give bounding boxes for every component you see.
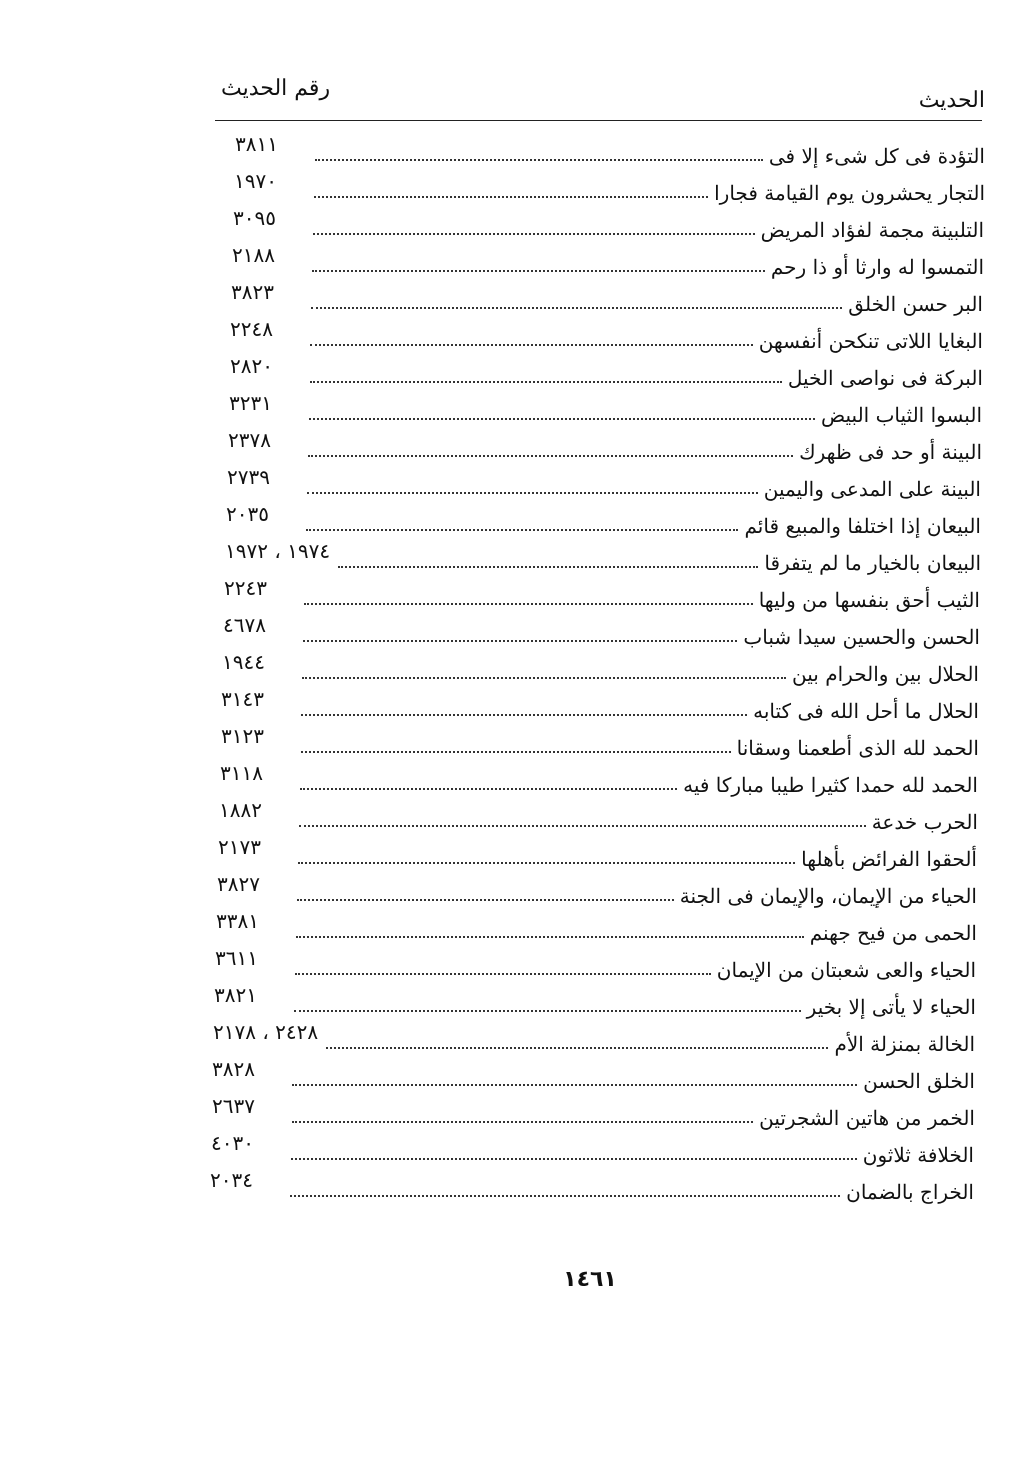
hadith-number: ٣٦١١	[215, 946, 258, 970]
dot-leader	[309, 418, 815, 420]
dot-leader	[292, 1121, 753, 1123]
index-entry	[195, 204, 995, 241]
index-entry	[195, 611, 995, 648]
dot-leader	[303, 640, 737, 642]
hadith-text: البر حسن الخلق	[848, 292, 983, 316]
hadith-number: ٢٠٣٥	[226, 502, 269, 526]
index-entry	[195, 1092, 995, 1129]
hadith-number: ٣١١٨	[220, 761, 263, 785]
header-hadith-number-label: رقم الحديث	[221, 76, 331, 101]
hadith-text: الحياء لا يأتى إلا بخير	[806, 995, 976, 1019]
page-header	[215, 72, 985, 117]
header-hadith-label: الحديث	[918, 88, 985, 113]
dot-leader	[314, 196, 708, 198]
hadith-text: الحمى من فيح جهنم	[809, 921, 977, 945]
dot-leader	[294, 1010, 801, 1012]
hadith-text: التجار يحشرون يوم القيامة فجارا	[714, 181, 985, 205]
index-entry	[195, 463, 995, 500]
hadith-number: ٣٨٢١	[214, 983, 257, 1007]
dot-leader	[311, 307, 842, 309]
dot-leader	[291, 1158, 857, 1160]
hadith-number: ٢٦٣٧	[212, 1094, 255, 1118]
dot-leader	[313, 233, 755, 235]
hadith-text: الخالة بمنزلة الأم	[834, 1032, 975, 1056]
hadith-text: الحرب خدعة	[871, 810, 978, 834]
hadith-text: التمسوا له وارثا أو ذا رحم	[770, 255, 984, 279]
dot-leader	[299, 825, 866, 827]
hadith-number: ٣٨١١	[235, 132, 278, 156]
index-entry	[195, 130, 995, 167]
dot-leader	[307, 492, 758, 494]
hadith-text: الثيب أحق بنفسها من وليها	[758, 588, 980, 612]
hadith-number: ٢٢٤٣	[224, 576, 267, 600]
dot-leader	[326, 1047, 828, 1049]
dot-leader	[298, 862, 795, 864]
hadith-number: ٢١٧٣	[218, 835, 261, 859]
hadith-number: ٢٤٢٨ ، ٢١٧٨	[213, 1020, 319, 1044]
hadith-number: ٣٣٨١	[216, 909, 259, 933]
dot-leader	[315, 159, 763, 161]
index-entry	[195, 796, 995, 833]
index-entry	[195, 389, 995, 426]
hadith-number: ٤٠٣٠	[211, 1131, 254, 1155]
index-entry	[195, 944, 995, 981]
hadith-text: الحياء والعى شعبتان من الإيمان	[716, 958, 976, 982]
index-entry	[195, 907, 995, 944]
header-divider	[215, 120, 982, 121]
index-entry	[195, 759, 995, 796]
page-number: ١٤٦١	[563, 1267, 617, 1292]
hadith-text: الخلق الحسن	[863, 1069, 975, 1093]
hadith-number: ٢٠٣٤	[210, 1168, 253, 1192]
hadith-number: ٢٢٤٨	[230, 317, 273, 341]
dot-leader	[310, 344, 753, 346]
dot-leader	[292, 1084, 857, 1086]
hadith-text: الخلافة ثلاثون	[862, 1143, 974, 1167]
hadith-number: ٢٣٧٨	[228, 428, 271, 452]
hadith-text: ألحقوا الفرائض بأهلها	[801, 847, 977, 871]
hadith-text: التؤدة فى كل شىء إلا فى	[768, 144, 985, 168]
dot-leader	[338, 566, 758, 568]
index-entry	[195, 574, 995, 611]
dot-leader	[296, 936, 804, 938]
index-entry	[195, 1129, 995, 1166]
hadith-index-list	[195, 130, 995, 1203]
hadith-text: البيعان بالخيار ما لم يتفرقا	[764, 551, 981, 575]
index-entry	[195, 1055, 995, 1092]
hadith-number: ١٨٨٢	[219, 798, 262, 822]
index-entry	[195, 981, 995, 1018]
dot-leader	[308, 455, 793, 457]
dot-leader	[301, 714, 747, 716]
dot-leader	[295, 973, 711, 975]
hadith-text: البغايا اللاتى تنكحن أنفسهن	[758, 329, 983, 353]
hadith-text: البينة على المدعى واليمين	[763, 477, 981, 501]
index-entry	[195, 1166, 995, 1203]
index-entry	[195, 722, 995, 759]
hadith-text: البسوا الثياب البيض	[821, 403, 982, 427]
dot-leader	[302, 677, 786, 679]
hadith-number: ٢٧٣٩	[227, 465, 270, 489]
index-entry	[195, 241, 995, 278]
index-entry	[195, 648, 995, 685]
index-entry	[195, 870, 995, 907]
hadith-number: ٣١٤٣	[221, 687, 264, 711]
hadith-text: الحمد لله الذى أطعمنا وسقانا	[736, 736, 979, 760]
hadith-text: الخراج بالضمان	[846, 1180, 974, 1204]
hadith-number: ١٩٤٤	[222, 650, 265, 674]
hadith-number: ٢١٨٨	[232, 243, 275, 267]
hadith-number: ٣٨٢٧	[217, 872, 260, 896]
dot-leader	[304, 603, 753, 605]
index-entry	[195, 685, 995, 722]
hadith-text: الخمر من هاتين الشجرتين	[759, 1106, 975, 1130]
hadith-number: ١٩٧٤ ، ١٩٧٢	[225, 539, 331, 563]
hadith-number: ٣١٢٣	[221, 724, 264, 748]
hadith-text: الحلال بين والحرام بين	[792, 662, 979, 686]
index-entry	[195, 537, 995, 574]
hadith-text: الحسن والحسين سيدا شباب	[743, 625, 980, 649]
hadith-number: ٤٦٧٨	[223, 613, 266, 637]
hadith-number: ٣٠٩٥	[233, 206, 276, 230]
hadith-text: الحياء من الإيمان، والإيمان فى الجنة	[679, 884, 977, 908]
dot-leader	[310, 381, 782, 383]
dot-leader	[297, 899, 674, 901]
hadith-number: ٣٢٣١	[229, 391, 272, 415]
index-entry	[195, 167, 995, 204]
index-entry	[195, 1018, 995, 1055]
index-entry	[195, 315, 995, 352]
index-entry	[195, 278, 995, 315]
index-entry	[195, 352, 995, 389]
dot-leader	[306, 529, 738, 531]
hadith-text: البركة فى نواصى الخيل	[787, 366, 983, 390]
dot-leader	[300, 788, 677, 790]
hadith-text: التلبينة مجمة لفؤاد المريض	[760, 218, 984, 242]
dot-leader	[290, 1195, 840, 1197]
hadith-number: ٣٨٢٣	[231, 280, 274, 304]
hadith-text: البيعان إذا اختلفا والمبيع قائم	[744, 514, 981, 538]
index-entry	[195, 500, 995, 537]
hadith-number: ٢٨٢٠	[230, 354, 273, 378]
dot-leader	[301, 751, 731, 753]
hadith-number: ٣٨٢٨	[212, 1057, 255, 1081]
hadith-number: ١٩٧٠	[234, 169, 277, 193]
index-entry	[195, 426, 995, 463]
index-entry	[195, 833, 995, 870]
hadith-text: الحمد لله حمدا كثيرا طيبا مباركا فيه	[683, 773, 978, 797]
dot-leader	[312, 270, 765, 272]
hadith-text: الحلال ما أحل الله فى كتابه	[753, 699, 979, 723]
hadith-text: البينة أو حد فى ظهرك	[799, 440, 982, 464]
